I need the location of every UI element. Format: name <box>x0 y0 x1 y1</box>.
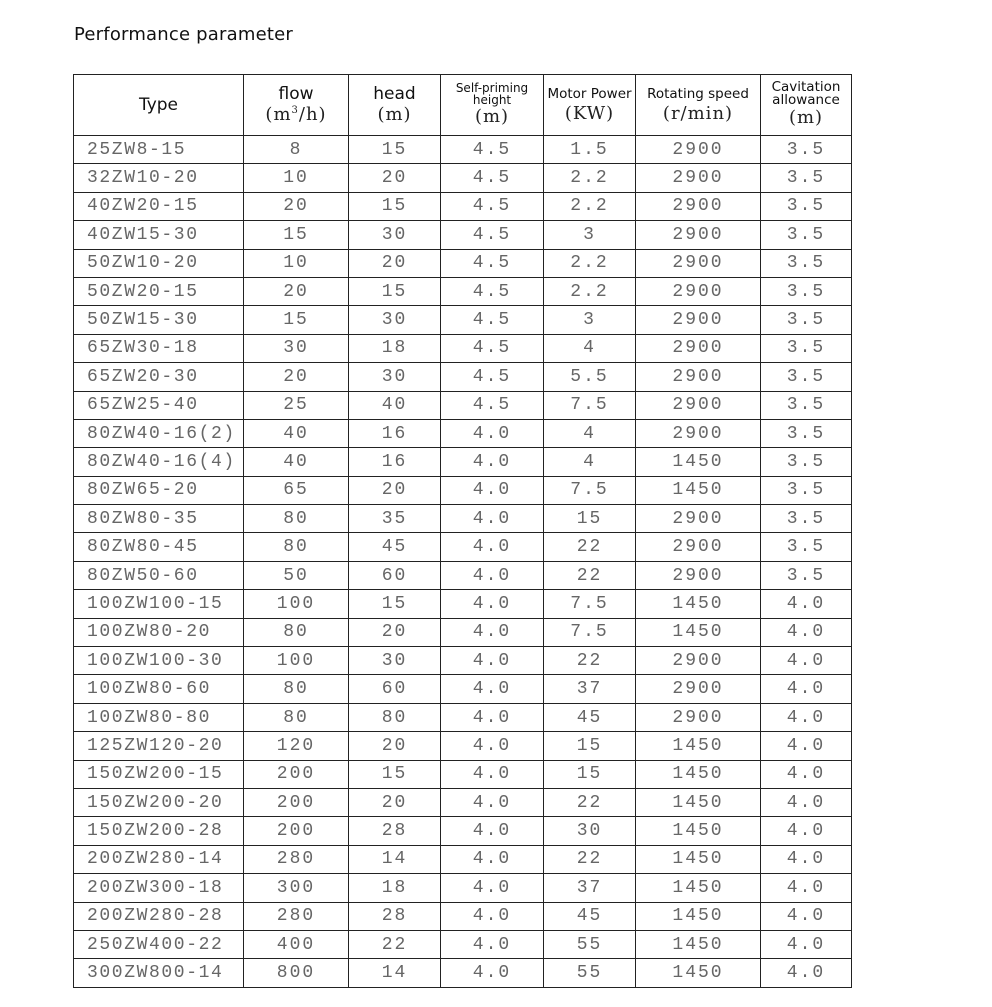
self-priming-cell: 4.0 <box>441 959 544 987</box>
head-cell: 15 <box>349 192 441 220</box>
cavitation-cell: 3.5 <box>761 391 852 419</box>
head-cell: 18 <box>349 334 441 362</box>
cavitation-cell: 4.0 <box>761 675 852 703</box>
motor-power-cell: 5.5 <box>544 363 636 391</box>
type-cell: 65ZW30-18 <box>74 334 244 362</box>
flow-cell: 80 <box>244 533 349 561</box>
motor-power-cell: 55 <box>544 930 636 958</box>
performance-table <box>73 74 852 988</box>
header-cavitation-label-2: allowance <box>772 92 840 108</box>
header-cavitation-label-1: Cavitation <box>771 79 841 95</box>
header-type-label: Type <box>138 95 179 115</box>
head-cell: 15 <box>349 277 441 305</box>
table-row <box>74 618 852 646</box>
page-title: Performance parameter <box>74 24 294 45</box>
self-priming-cell: 4.0 <box>441 533 544 561</box>
motor-power-cell: 15 <box>544 505 636 533</box>
flow-cell: 300 <box>244 874 349 902</box>
motor-power-cell: 45 <box>544 902 636 930</box>
head-cell: 40 <box>349 391 441 419</box>
self-priming-cell: 4.0 <box>441 675 544 703</box>
motor-power-cell: 22 <box>544 561 636 589</box>
motor-power-cell: 30 <box>544 817 636 845</box>
table-row <box>74 221 852 249</box>
head-cell: 30 <box>349 306 441 334</box>
head-cell: 30 <box>349 221 441 249</box>
head-cell: 20 <box>349 788 441 816</box>
self-priming-cell: 4.0 <box>441 647 544 675</box>
rotating-speed-cell: 2900 <box>636 334 761 362</box>
header-rotating-speed <box>636 75 761 136</box>
rotating-speed-cell: 2900 <box>636 391 761 419</box>
self-priming-cell: 4.5 <box>441 363 544 391</box>
head-cell: 22 <box>349 930 441 958</box>
header-flow-unit-pre: (m <box>265 104 292 125</box>
head-cell: 20 <box>349 618 441 646</box>
rotating-speed-cell: 2900 <box>636 221 761 249</box>
self-priming-cell: 4.0 <box>441 845 544 873</box>
table-row <box>74 363 852 391</box>
rotating-speed-cell: 2900 <box>636 277 761 305</box>
motor-power-cell: 2.2 <box>544 192 636 220</box>
cavitation-cell: 3.5 <box>761 277 852 305</box>
header-self-priming <box>441 75 544 136</box>
flow-cell: 200 <box>244 788 349 816</box>
cavitation-cell: 3.5 <box>761 533 852 561</box>
head-cell: 14 <box>349 959 441 987</box>
self-priming-cell: 4.0 <box>441 788 544 816</box>
rotating-speed-cell: 1450 <box>636 788 761 816</box>
cavitation-cell: 3.5 <box>761 192 852 220</box>
header-type <box>74 75 244 136</box>
head-cell: 45 <box>349 533 441 561</box>
motor-power-cell: 4 <box>544 448 636 476</box>
self-priming-cell: 4.0 <box>441 419 544 447</box>
flow-cell: 10 <box>244 164 349 192</box>
cavitation-cell: 4.0 <box>761 788 852 816</box>
head-cell: 14 <box>349 845 441 873</box>
head-cell: 18 <box>349 874 441 902</box>
head-cell: 16 <box>349 419 441 447</box>
table-row <box>74 334 852 362</box>
table-row <box>74 845 852 873</box>
motor-power-cell: 2.2 <box>544 277 636 305</box>
table-row <box>74 874 852 902</box>
self-priming-cell: 4.0 <box>441 505 544 533</box>
flow-cell: 120 <box>244 732 349 760</box>
rotating-speed-cell: 2900 <box>636 164 761 192</box>
header-flow-unit <box>244 104 348 126</box>
rotating-speed-cell: 2900 <box>636 306 761 334</box>
self-priming-cell: 4.5 <box>441 306 544 334</box>
table-row <box>74 505 852 533</box>
head-cell: 28 <box>349 902 441 930</box>
flow-cell: 20 <box>244 277 349 305</box>
head-cell: 15 <box>349 590 441 618</box>
table-row <box>74 391 852 419</box>
flow-cell: 100 <box>244 647 349 675</box>
table-row <box>74 930 852 958</box>
type-cell: 65ZW25-40 <box>74 391 244 419</box>
motor-power-cell: 4 <box>544 419 636 447</box>
cavitation-cell: 4.0 <box>761 618 852 646</box>
cavitation-cell: 4.0 <box>761 732 852 760</box>
table-row <box>74 647 852 675</box>
type-cell: 100ZW80-20 <box>74 618 244 646</box>
type-cell: 40ZW15-30 <box>74 221 244 249</box>
cavitation-cell: 4.0 <box>761 703 852 731</box>
flow-cell: 15 <box>244 306 349 334</box>
table-row <box>74 476 852 504</box>
type-cell: 80ZW40-16(4) <box>74 448 244 476</box>
rotating-speed-cell: 2900 <box>636 505 761 533</box>
motor-power-cell: 15 <box>544 760 636 788</box>
header-row <box>74 75 852 136</box>
flow-cell: 15 <box>244 221 349 249</box>
self-priming-cell: 4.0 <box>441 930 544 958</box>
motor-power-cell: 55 <box>544 959 636 987</box>
rotating-speed-cell: 1450 <box>636 930 761 958</box>
header-self-priming-label-2: height <box>472 93 512 107</box>
flow-cell: 40 <box>244 419 349 447</box>
header-head-label: head <box>373 84 416 104</box>
header-head <box>349 75 441 136</box>
flow-cell: 80 <box>244 703 349 731</box>
rotating-speed-cell: 1450 <box>636 590 761 618</box>
type-cell: 32ZW10-20 <box>74 164 244 192</box>
table-row <box>74 419 852 447</box>
flow-cell: 20 <box>244 192 349 220</box>
head-cell: 60 <box>349 675 441 703</box>
self-priming-cell: 4.0 <box>441 476 544 504</box>
rotating-speed-cell: 1450 <box>636 959 761 987</box>
flow-cell: 100 <box>244 590 349 618</box>
rotating-speed-cell: 2900 <box>636 647 761 675</box>
self-priming-cell: 4.0 <box>441 817 544 845</box>
header-rotating-speed-unit: (r/min) <box>662 102 734 124</box>
flow-cell: 80 <box>244 618 349 646</box>
cavitation-cell: 3.5 <box>761 448 852 476</box>
flow-cell: 10 <box>244 249 349 277</box>
head-cell: 16 <box>349 448 441 476</box>
head-cell: 20 <box>349 164 441 192</box>
self-priming-cell: 4.0 <box>441 561 544 589</box>
rotating-speed-cell: 1450 <box>636 817 761 845</box>
flow-cell: 80 <box>244 505 349 533</box>
self-priming-cell: 4.5 <box>441 164 544 192</box>
motor-power-cell: 22 <box>544 845 636 873</box>
cavitation-cell: 3.5 <box>761 221 852 249</box>
header-motor-power-unit: (KW) <box>564 102 615 124</box>
head-cell: 28 <box>349 817 441 845</box>
rotating-speed-cell: 1450 <box>636 618 761 646</box>
self-priming-cell: 4.0 <box>441 902 544 930</box>
self-priming-cell: 4.5 <box>441 391 544 419</box>
table-row <box>74 277 852 305</box>
rotating-speed-cell: 2900 <box>636 192 761 220</box>
head-cell: 35 <box>349 505 441 533</box>
flow-cell: 280 <box>244 845 349 873</box>
type-cell: 65ZW20-30 <box>74 363 244 391</box>
head-cell: 20 <box>349 476 441 504</box>
type-cell: 150ZW200-28 <box>74 817 244 845</box>
table-row <box>74 136 852 164</box>
table-row <box>74 959 852 987</box>
cavitation-cell: 4.0 <box>761 845 852 873</box>
type-cell: 100ZW80-80 <box>74 703 244 731</box>
motor-power-cell: 15 <box>544 732 636 760</box>
self-priming-cell: 4.0 <box>441 590 544 618</box>
table-row <box>74 192 852 220</box>
table-row <box>74 760 852 788</box>
cavitation-cell: 3.5 <box>761 136 852 164</box>
flow-cell: 8 <box>244 136 349 164</box>
flow-cell: 80 <box>244 675 349 703</box>
flow-cell: 25 <box>244 391 349 419</box>
self-priming-cell: 4.5 <box>441 249 544 277</box>
self-priming-cell: 4.5 <box>441 221 544 249</box>
cavitation-cell: 4.0 <box>761 817 852 845</box>
table-row <box>74 788 852 816</box>
rotating-speed-cell: 2900 <box>636 419 761 447</box>
table-row <box>74 533 852 561</box>
motor-power-cell: 4 <box>544 334 636 362</box>
header-flow-label: flow <box>278 84 314 104</box>
rotating-speed-cell: 2900 <box>636 675 761 703</box>
table-row <box>74 561 852 589</box>
type-cell: 25ZW8-15 <box>74 136 244 164</box>
header-cavitation-unit: (m) <box>788 107 824 128</box>
table-row <box>74 164 852 192</box>
table-row <box>74 448 852 476</box>
self-priming-cell: 4.5 <box>441 334 544 362</box>
header-flow-unit-sup: 3 <box>291 105 299 116</box>
rotating-speed-cell: 2900 <box>636 533 761 561</box>
type-cell: 100ZW80-60 <box>74 675 244 703</box>
rotating-speed-cell: 2900 <box>636 363 761 391</box>
flow-cell: 800 <box>244 959 349 987</box>
motor-power-cell: 7.5 <box>544 476 636 504</box>
motor-power-cell: 22 <box>544 647 636 675</box>
type-cell: 100ZW100-15 <box>74 590 244 618</box>
header-self-priming-label-1: Self-priming <box>455 81 529 95</box>
head-cell: 15 <box>349 136 441 164</box>
table-row <box>74 306 852 334</box>
type-cell: 200ZW280-28 <box>74 902 244 930</box>
cavitation-cell: 4.0 <box>761 760 852 788</box>
motor-power-cell: 22 <box>544 788 636 816</box>
table-body <box>74 136 852 988</box>
cavitation-cell: 4.0 <box>761 647 852 675</box>
self-priming-cell: 4.5 <box>441 277 544 305</box>
table-row <box>74 902 852 930</box>
cavitation-cell: 3.5 <box>761 561 852 589</box>
self-priming-cell: 4.0 <box>441 874 544 902</box>
flow-cell: 30 <box>244 334 349 362</box>
header-head-unit: (m) <box>377 104 412 125</box>
cavitation-cell: 4.0 <box>761 590 852 618</box>
header-flow <box>244 75 349 136</box>
flow-cell: 200 <box>244 817 349 845</box>
table-row <box>74 817 852 845</box>
table-row <box>74 732 852 760</box>
header-rotating-speed-label: Rotating speed <box>647 85 749 102</box>
cavitation-cell: 3.5 <box>761 306 852 334</box>
motor-power-cell: 37 <box>544 675 636 703</box>
cavitation-cell: 3.5 <box>761 363 852 391</box>
motor-power-cell: 7.5 <box>544 618 636 646</box>
header-self-priming-unit: (m) <box>474 106 510 127</box>
head-cell: 30 <box>349 647 441 675</box>
type-cell: 200ZW300-18 <box>74 874 244 902</box>
motor-power-cell: 3 <box>544 306 636 334</box>
type-cell: 50ZW20-15 <box>74 277 244 305</box>
rotating-speed-cell: 2900 <box>636 703 761 731</box>
rotating-speed-cell: 1450 <box>636 448 761 476</box>
motor-power-cell: 7.5 <box>544 590 636 618</box>
cavitation-cell: 3.5 <box>761 334 852 362</box>
self-priming-cell: 4.0 <box>441 448 544 476</box>
motor-power-cell: 2.2 <box>544 249 636 277</box>
head-cell: 60 <box>349 561 441 589</box>
cavitation-cell: 3.5 <box>761 476 852 504</box>
type-cell: 250ZW400-22 <box>74 930 244 958</box>
type-cell: 80ZW65-20 <box>74 476 244 504</box>
type-cell: 80ZW50-60 <box>74 561 244 589</box>
cavitation-cell: 4.0 <box>761 874 852 902</box>
flow-cell: 20 <box>244 363 349 391</box>
cavitation-cell: 3.5 <box>761 164 852 192</box>
table-row <box>74 675 852 703</box>
table-row <box>74 249 852 277</box>
self-priming-cell: 4.0 <box>441 703 544 731</box>
header-cavitation <box>761 75 852 136</box>
self-priming-cell: 4.0 <box>441 732 544 760</box>
cavitation-cell: 3.5 <box>761 419 852 447</box>
cavitation-cell: 4.0 <box>761 930 852 958</box>
motor-power-cell: 45 <box>544 703 636 731</box>
flow-cell: 40 <box>244 448 349 476</box>
header-motor-power <box>544 75 636 136</box>
type-cell: 80ZW40-16(2) <box>74 419 244 447</box>
type-cell: 40ZW20-15 <box>74 192 244 220</box>
cavitation-cell: 3.5 <box>761 505 852 533</box>
motor-power-cell: 7.5 <box>544 391 636 419</box>
type-cell: 150ZW200-15 <box>74 760 244 788</box>
rotating-speed-cell: 1450 <box>636 476 761 504</box>
type-cell: 80ZW80-35 <box>74 505 244 533</box>
type-cell: 100ZW100-30 <box>74 647 244 675</box>
flow-cell: 200 <box>244 760 349 788</box>
motor-power-cell: 2.2 <box>544 164 636 192</box>
table-row <box>74 590 852 618</box>
type-cell: 50ZW15-30 <box>74 306 244 334</box>
rotating-speed-cell: 1450 <box>636 760 761 788</box>
self-priming-cell: 4.0 <box>441 618 544 646</box>
head-cell: 15 <box>349 760 441 788</box>
flow-cell: 400 <box>244 930 349 958</box>
head-cell: 20 <box>349 732 441 760</box>
cavitation-cell: 3.5 <box>761 249 852 277</box>
rotating-speed-cell: 1450 <box>636 902 761 930</box>
type-cell: 300ZW800-14 <box>74 959 244 987</box>
rotating-speed-cell: 2900 <box>636 561 761 589</box>
header-flow-unit-post: /h) <box>298 104 327 125</box>
type-cell: 50ZW10-20 <box>74 249 244 277</box>
self-priming-cell: 4.5 <box>441 192 544 220</box>
rotating-speed-cell: 1450 <box>636 732 761 760</box>
motor-power-cell: 3 <box>544 221 636 249</box>
type-cell: 125ZW120-20 <box>74 732 244 760</box>
rotating-speed-cell: 2900 <box>636 249 761 277</box>
rotating-speed-cell: 1450 <box>636 874 761 902</box>
rotating-speed-cell: 2900 <box>636 136 761 164</box>
self-priming-cell: 4.0 <box>441 760 544 788</box>
header-motor-power-label: Motor Power <box>547 85 632 102</box>
flow-cell: 50 <box>244 561 349 589</box>
cavitation-cell: 4.0 <box>761 959 852 987</box>
head-cell: 80 <box>349 703 441 731</box>
head-cell: 20 <box>349 249 441 277</box>
head-cell: 30 <box>349 363 441 391</box>
motor-power-cell: 37 <box>544 874 636 902</box>
rotating-speed-cell: 1450 <box>636 845 761 873</box>
flow-cell: 65 <box>244 476 349 504</box>
self-priming-cell: 4.5 <box>441 136 544 164</box>
flow-cell: 280 <box>244 902 349 930</box>
motor-power-cell: 22 <box>544 533 636 561</box>
type-cell: 80ZW80-45 <box>74 533 244 561</box>
table-row <box>74 703 852 731</box>
type-cell: 200ZW280-14 <box>74 845 244 873</box>
cavitation-cell: 4.0 <box>761 902 852 930</box>
motor-power-cell: 1.5 <box>544 136 636 164</box>
type-cell: 150ZW200-20 <box>74 788 244 816</box>
